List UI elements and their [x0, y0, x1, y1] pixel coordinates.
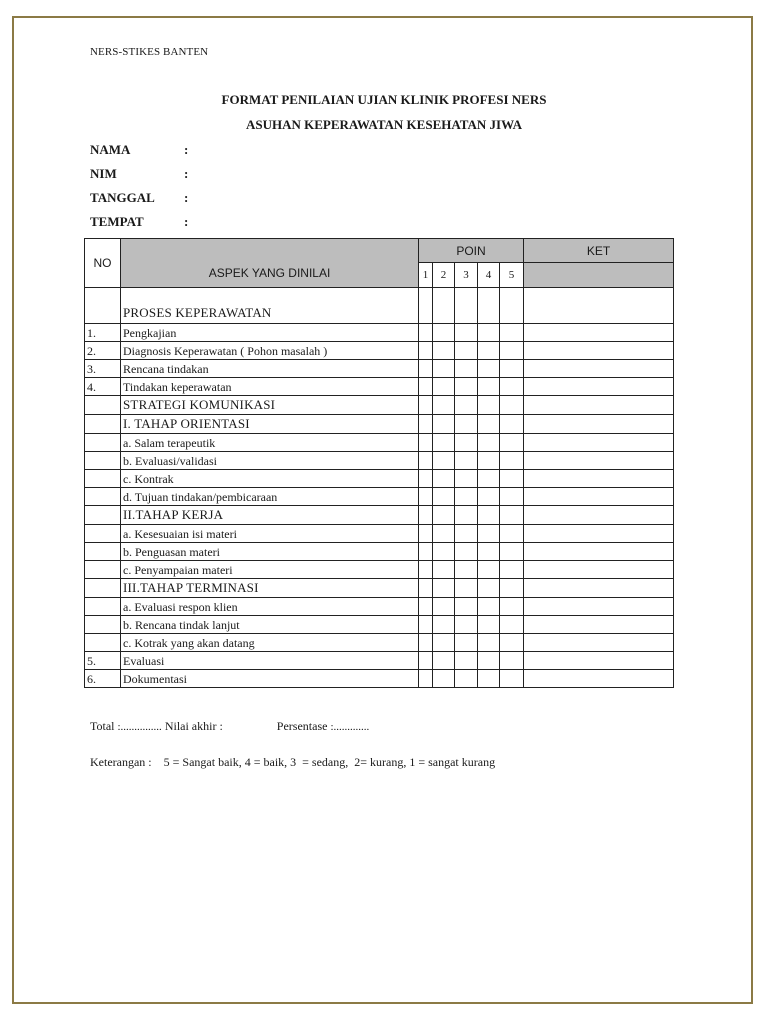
- row-aspek: Tindakan keperawatan: [121, 378, 419, 396]
- score-cell-2[interactable]: [433, 543, 455, 561]
- field-colon: :: [184, 214, 189, 229]
- ket-cell[interactable]: [524, 288, 674, 324]
- score-cell-4[interactable]: [478, 342, 500, 360]
- row-number: [85, 579, 121, 598]
- field-label: NIM: [90, 166, 117, 181]
- ket-cell[interactable]: [524, 434, 674, 452]
- score-cell-5[interactable]: [500, 561, 524, 579]
- ket-cell[interactable]: [524, 598, 674, 616]
- score-cell-5[interactable]: [500, 488, 524, 506]
- ket-cell[interactable]: [524, 415, 674, 434]
- score-cell-2[interactable]: [433, 415, 455, 434]
- total-label: Total: [90, 719, 115, 733]
- score-cell-4[interactable]: [478, 470, 500, 488]
- score-cell-5[interactable]: [500, 342, 524, 360]
- score-cell-1[interactable]: [419, 488, 433, 506]
- ket-cell[interactable]: [524, 324, 674, 342]
- score-cell-1[interactable]: [419, 525, 433, 543]
- score-cell-4[interactable]: [478, 561, 500, 579]
- score-cell-2[interactable]: [433, 452, 455, 470]
- score-cell-1[interactable]: [419, 288, 433, 324]
- score-cell-5[interactable]: [500, 324, 524, 342]
- score-cell-3[interactable]: [455, 543, 478, 561]
- score-cell-1[interactable]: [419, 360, 433, 378]
- score-cell-2[interactable]: [433, 396, 455, 415]
- score-cell-4[interactable]: [478, 415, 500, 434]
- score-cell-4[interactable]: [478, 506, 500, 525]
- table-row: [85, 579, 674, 598]
- table-row: [85, 415, 674, 434]
- score-cell-5[interactable]: [500, 434, 524, 452]
- row-number: [85, 598, 121, 616]
- field-nim: [90, 166, 189, 182]
- header-score-1: 1: [419, 263, 433, 288]
- header-score-3: 3: [455, 263, 478, 288]
- score-cell-3[interactable]: [455, 598, 478, 616]
- table-row: [85, 488, 674, 506]
- table-row: [85, 342, 674, 360]
- score-cell-3[interactable]: [455, 378, 478, 396]
- row-aspek: Diagnosis Keperawatan ( Pohon masalah ): [121, 342, 419, 360]
- form-title: FORMAT PENILAIAN UJIAN KLINIK PROFESI NERS: [221, 92, 547, 107]
- score-cell-3[interactable]: [455, 525, 478, 543]
- score-cell-2[interactable]: [433, 378, 455, 396]
- table-row: [85, 543, 674, 561]
- institution-header: NERS-STIKES BANTEN: [90, 46, 209, 58]
- row-aspek: c. Kontrak: [121, 470, 419, 488]
- score-cell-4[interactable]: [478, 652, 500, 670]
- score-cell-4[interactable]: [478, 598, 500, 616]
- score-cell-3[interactable]: [455, 342, 478, 360]
- field-nama: [90, 142, 189, 158]
- table-row: [85, 616, 674, 634]
- score-cell-5[interactable]: [500, 378, 524, 396]
- score-cell-3[interactable]: [455, 561, 478, 579]
- ket-cell[interactable]: [524, 452, 674, 470]
- row-number: [85, 543, 121, 561]
- row-aspek: c. Penyampaian materi: [121, 561, 419, 579]
- row-aspek: PROSES KEPERAWATAN: [121, 288, 419, 324]
- score-cell-5[interactable]: [500, 525, 524, 543]
- score-cell-3[interactable]: [455, 415, 478, 434]
- score-cell-4[interactable]: [478, 452, 500, 470]
- table-row: [85, 652, 674, 670]
- score-cell-5[interactable]: [500, 634, 524, 652]
- row-number: 3.: [85, 360, 121, 378]
- row-number: 2.: [85, 342, 121, 360]
- score-cell-3[interactable]: [455, 288, 478, 324]
- persentase-label: Persentase: [276, 719, 328, 733]
- ket-cell[interactable]: [524, 360, 674, 378]
- ket-cell[interactable]: [524, 561, 674, 579]
- table-body: [85, 288, 674, 688]
- score-cell-4[interactable]: [478, 616, 500, 634]
- score-cell-3[interactable]: [455, 396, 478, 415]
- header-score-5: 5: [500, 263, 524, 288]
- score-cell-4[interactable]: [478, 670, 500, 688]
- score-cell-3[interactable]: [455, 434, 478, 452]
- score-cell-4[interactable]: [478, 434, 500, 452]
- table-row: [85, 598, 674, 616]
- score-cell-1[interactable]: [419, 470, 433, 488]
- score-cell-3[interactable]: [455, 579, 478, 598]
- score-cell-3[interactable]: [455, 506, 478, 525]
- row-aspek: Evaluasi: [121, 652, 419, 670]
- table-row: [85, 288, 674, 324]
- ket-cell[interactable]: [524, 634, 674, 652]
- table-header-row: [85, 239, 674, 263]
- ket-cell[interactable]: [524, 579, 674, 598]
- score-cell-3[interactable]: [455, 652, 478, 670]
- row-number: 6.: [85, 670, 121, 688]
- score-cell-5[interactable]: [500, 415, 524, 434]
- row-number: 1.: [85, 324, 121, 342]
- table-row: [85, 670, 674, 688]
- score-cell-1[interactable]: [419, 324, 433, 342]
- score-cell-1[interactable]: [419, 396, 433, 415]
- row-aspek: STRATEGI KOMUNIKASI: [121, 396, 419, 415]
- score-cell-2[interactable]: [433, 579, 455, 598]
- table-row: [85, 525, 674, 543]
- score-cell-1[interactable]: [419, 506, 433, 525]
- score-cell-5[interactable]: [500, 598, 524, 616]
- score-cell-2[interactable]: [433, 470, 455, 488]
- score-cell-5[interactable]: [500, 470, 524, 488]
- score-cell-5[interactable]: [500, 670, 524, 688]
- row-aspek: I. TAHAP ORIENTASI: [121, 415, 419, 434]
- score-cell-5[interactable]: [500, 360, 524, 378]
- score-cell-5[interactable]: [500, 506, 524, 525]
- header-no: NO: [85, 239, 121, 288]
- field-label: TEMPAT: [90, 214, 144, 229]
- table-row: [85, 506, 674, 525]
- score-cell-2[interactable]: [433, 634, 455, 652]
- row-number: [85, 506, 121, 525]
- header-ket: KET: [524, 239, 674, 263]
- score-cell-5[interactable]: [500, 452, 524, 470]
- score-cell-2[interactable]: [433, 652, 455, 670]
- score-cell-5[interactable]: [500, 543, 524, 561]
- keterangan-line: Keterangan : 5 = Sangat baik, 4 = baik, 3 = sedang, 2= kurang, 1 = sangat kurang: [90, 755, 496, 769]
- score-cell-5[interactable]: [500, 652, 524, 670]
- table-row: [85, 634, 674, 652]
- assessment-table: [84, 238, 674, 688]
- row-aspek: d. Tujuan tindakan/pembicaraan: [121, 488, 419, 506]
- score-cell-2[interactable]: [433, 360, 455, 378]
- row-number: 5.: [85, 652, 121, 670]
- score-cell-3[interactable]: [455, 488, 478, 506]
- score-cell-2[interactable]: [433, 616, 455, 634]
- field-label: NAMA: [90, 142, 131, 157]
- table-row: [85, 360, 674, 378]
- ket-cell[interactable]: [524, 543, 674, 561]
- ket-cell[interactable]: [524, 470, 674, 488]
- score-cell-1[interactable]: [419, 415, 433, 434]
- score-cell-2[interactable]: [433, 324, 455, 342]
- score-cell-4[interactable]: [478, 324, 500, 342]
- score-cell-1[interactable]: [419, 634, 433, 652]
- ket-cell[interactable]: [524, 616, 674, 634]
- total-dots: :...............: [117, 721, 162, 733]
- table-row: [85, 396, 674, 415]
- field-label: TANGGAL: [90, 190, 155, 205]
- ket-cell[interactable]: [524, 506, 674, 525]
- header-poin: POIN: [419, 239, 524, 263]
- score-cell-2[interactable]: [433, 342, 455, 360]
- score-cell-3[interactable]: [455, 452, 478, 470]
- ket-cell[interactable]: [524, 342, 674, 360]
- row-number: [85, 561, 121, 579]
- table-row: [85, 470, 674, 488]
- score-cell-2[interactable]: [433, 288, 455, 324]
- score-cell-1[interactable]: [419, 652, 433, 670]
- score-cell-2[interactable]: [433, 561, 455, 579]
- nilai-akhir-label: Nilai akhir :: [164, 719, 223, 733]
- ket-cell[interactable]: [524, 378, 674, 396]
- form-subtitle: ASUHAN KEPERAWATAN KESEHATAN JIWA: [245, 117, 523, 132]
- row-number: [85, 415, 121, 434]
- score-cell-4[interactable]: [478, 543, 500, 561]
- row-aspek: c. Kotrak yang akan datang: [121, 634, 419, 652]
- row-aspek: b. Penguasan materi: [121, 543, 419, 561]
- score-cell-1[interactable]: [419, 342, 433, 360]
- row-aspek: Pengkajian: [121, 324, 419, 342]
- ket-cell[interactable]: [524, 525, 674, 543]
- row-number: [85, 634, 121, 652]
- score-cell-4[interactable]: [478, 488, 500, 506]
- field-tanggal: [90, 190, 189, 206]
- score-cell-3[interactable]: [455, 470, 478, 488]
- score-cell-4[interactable]: [478, 360, 500, 378]
- row-number: [85, 396, 121, 415]
- score-cell-3[interactable]: [455, 324, 478, 342]
- row-number: [85, 525, 121, 543]
- total-line: [90, 719, 369, 734]
- header-score-2: 2: [433, 263, 455, 288]
- score-cell-5[interactable]: [500, 616, 524, 634]
- ket-cell[interactable]: [524, 488, 674, 506]
- score-cell-4[interactable]: [478, 378, 500, 396]
- score-cell-4[interactable]: [478, 634, 500, 652]
- field-colon: :: [184, 142, 189, 157]
- score-cell-3[interactable]: [455, 634, 478, 652]
- score-cell-4[interactable]: [478, 396, 500, 415]
- score-cell-3[interactable]: [455, 616, 478, 634]
- score-cell-1[interactable]: [419, 434, 433, 452]
- score-cell-1[interactable]: [419, 579, 433, 598]
- row-number: [85, 434, 121, 452]
- row-aspek: III.TAHAP TERMINASI: [121, 579, 419, 598]
- score-cell-1[interactable]: [419, 616, 433, 634]
- score-cell-3[interactable]: [455, 360, 478, 378]
- field-colon: :: [184, 166, 189, 181]
- header-ket-blank: [524, 263, 674, 288]
- score-cell-4[interactable]: [478, 579, 500, 598]
- row-aspek: a. Kesesuaian isi materi: [121, 525, 419, 543]
- score-cell-1[interactable]: [419, 378, 433, 396]
- score-cell-2[interactable]: [433, 488, 455, 506]
- row-number: [85, 616, 121, 634]
- score-cell-5[interactable]: [500, 396, 524, 415]
- row-aspek: a. Salam terapeutik: [121, 434, 419, 452]
- header-aspek: ASPEK YANG DINILAI: [121, 239, 419, 288]
- field-tempat: [90, 214, 189, 230]
- persentase-dots: :.............: [330, 721, 370, 733]
- score-cell-2[interactable]: [433, 434, 455, 452]
- score-cell-1[interactable]: [419, 561, 433, 579]
- table-row: [85, 561, 674, 579]
- row-aspek: b. Evaluasi/validasi: [121, 452, 419, 470]
- row-number: 4.: [85, 378, 121, 396]
- row-number: [85, 288, 121, 324]
- field-colon: :: [184, 190, 189, 205]
- score-cell-3[interactable]: [455, 670, 478, 688]
- row-aspek: II.TAHAP KERJA: [121, 506, 419, 525]
- score-cell-4[interactable]: [478, 525, 500, 543]
- ket-cell[interactable]: [524, 652, 674, 670]
- table-row: [85, 434, 674, 452]
- score-cell-2[interactable]: [433, 670, 455, 688]
- score-cell-5[interactable]: [500, 579, 524, 598]
- row-aspek: Dokumentasi: [121, 670, 419, 688]
- ket-cell[interactable]: [524, 670, 674, 688]
- score-cell-5[interactable]: [500, 288, 524, 324]
- row-aspek: b. Rencana tindak lanjut: [121, 616, 419, 634]
- score-cell-1[interactable]: [419, 452, 433, 470]
- score-cell-1[interactable]: [419, 598, 433, 616]
- header-score-4: 4: [478, 263, 500, 288]
- table-row: [85, 378, 674, 396]
- ket-cell[interactable]: [524, 396, 674, 415]
- score-cell-2[interactable]: [433, 506, 455, 525]
- row-aspek: a. Evaluasi respon klien: [121, 598, 419, 616]
- score-cell-1[interactable]: [419, 543, 433, 561]
- score-cell-4[interactable]: [478, 288, 500, 324]
- score-cell-2[interactable]: [433, 525, 455, 543]
- score-cell-1[interactable]: [419, 670, 433, 688]
- row-number: [85, 452, 121, 470]
- row-aspek: Rencana tindakan: [121, 360, 419, 378]
- score-cell-2[interactable]: [433, 598, 455, 616]
- table-row: [85, 452, 674, 470]
- row-number: [85, 488, 121, 506]
- table-row: [85, 324, 674, 342]
- row-number: [85, 470, 121, 488]
